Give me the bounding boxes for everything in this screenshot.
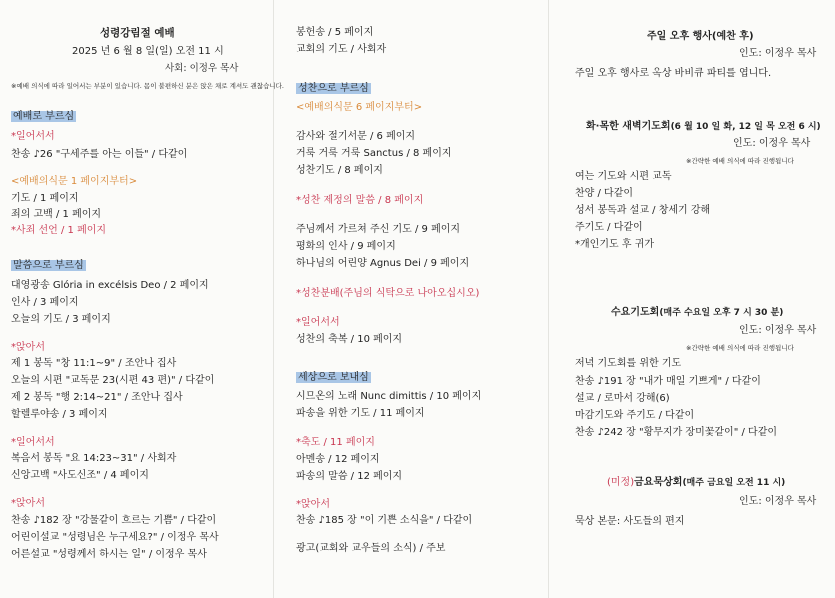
liturgy-reference: <예배의식문 6 페이지부터>	[296, 102, 423, 113]
presider: 사회: 이정우 목사	[165, 63, 239, 74]
order-item: 시므온의 노래 Nunc dimittis / 10 페이지	[296, 391, 482, 402]
order-item: 교회의 기도 / 사회자	[296, 44, 387, 55]
service-title: 성령강림절 예배	[100, 27, 175, 39]
order-item: 제 1 봉독 "창 11:1~9" / 조안나 집사	[11, 358, 177, 369]
event-leader: 인도: 이정우 목사	[733, 138, 811, 149]
liturgy-reference: <예배의식문 1 페이지부터>	[11, 176, 138, 187]
posture-note: *일어서서	[296, 317, 340, 328]
hymn-item: 찬송 ♪26 "구세주를 아는 이들" / 다같이	[11, 149, 188, 160]
afternoon-event-title: 주일 오후 행사(예찬 후)	[647, 31, 754, 42]
section-heading: 예배로 부르심	[13, 111, 75, 122]
order-item: 파송을 위한 기도 / 11 페이지	[296, 408, 425, 419]
posture-note: *앉아서	[296, 499, 330, 510]
wednesday-prayer-time: (매주 수요일 오후 7 시 30 분)	[659, 308, 784, 318]
friday-meditation-title: 금요묵상회	[634, 477, 683, 488]
posture-note: *일어서서	[11, 437, 55, 448]
posture-note: *앉아서	[11, 498, 45, 509]
order-item: 감사와 절기서문 / 6 페이지	[296, 131, 416, 142]
dawn-prayer-time: (6 월 10 일 화, 12 일 목 오전 6 시)	[670, 122, 821, 132]
order-item: 대영광송 Glória in excélsis Deo / 2 페이지	[11, 280, 209, 291]
order-item: 오늘의 기도 / 3 페이지	[11, 314, 111, 325]
order-item: 아멘송 / 12 페이지	[296, 454, 380, 465]
list-item: 찬송 ♪191 장 "내가 매일 기쁘게" / 다같이	[575, 376, 761, 387]
wednesday-prayer-title: 수요기도회	[611, 307, 660, 318]
section-heading: 말씀으로 부르심	[13, 260, 84, 271]
event-leader: 인도: 이정우 목사	[739, 325, 817, 336]
order-item: 신앙고백 "사도신조" / 4 페이지	[11, 470, 149, 481]
order-item: 성찬기도 / 8 페이지	[296, 165, 383, 176]
order-item: 평화의 인사 / 9 페이지	[296, 241, 396, 252]
hymn-item: 찬송 ♪182 장 "강물같이 흐르는 기쁨" / 다같이	[11, 515, 217, 526]
order-item: 제 2 봉독 "행 2:14~21" / 조안나 집사	[11, 392, 183, 403]
list-item: 마감기도와 주기도 / 다같이	[575, 410, 695, 421]
order-item: 하나님의 어린양 Agnus Dei / 9 페이지	[296, 258, 470, 269]
event-note: ※간략한 예배 의식에 따라 진행됩니다	[686, 157, 794, 165]
order-item: 어린이설교 "성령님은 누구세요?" / 이정우 목사	[11, 532, 219, 543]
list-item: 성서 봉독과 설교 / 창세기 강해	[575, 205, 711, 216]
posture-note: *일어서서	[11, 131, 55, 142]
list-item: 저녁 기도회를 위한 기도	[575, 358, 682, 369]
standing-notice: ※예배 의식에 따라 일어서는 부분이 있습니다. 몸이 불편하신 분은 앉은 채로 계셔도 괜찮습니다.	[11, 82, 284, 90]
order-item: 할렐루야송 / 3 페이지	[11, 409, 108, 420]
order-item: 오늘의 시편 "교독문 23(시편 43 편)" / 다같이	[11, 375, 215, 386]
friday-meditation-time: (매주 금요일 오전 11 시)	[682, 478, 786, 488]
order-item: 파송의 말씀 / 12 페이지	[296, 471, 403, 482]
order-item: 인사 / 3 페이지	[11, 297, 79, 308]
list-item: 설교 / 로마서 강해(6)	[575, 393, 670, 404]
order-item: 복음서 봉독 "요 14:23~31" / 사회자	[11, 453, 177, 464]
fold-line-right	[548, 0, 549, 598]
event-description: 주일 오후 행사로 옥상 바비큐 파티를 엽니다.	[575, 68, 772, 79]
list-item: 여는 기도와 시편 교독	[575, 171, 672, 182]
posture-note: *앉아서	[11, 342, 45, 353]
order-item: 기도 / 1 페이지	[11, 193, 79, 204]
list-item: 찬양 / 다같이	[575, 188, 634, 199]
list-item: *개인기도 후 귀가	[575, 239, 654, 250]
order-item: 성찬의 축복 / 10 페이지	[296, 334, 403, 345]
dawn-prayer-title: 화·목한 새벽기도회	[586, 121, 671, 132]
order-item: *축도 / 11 페이지	[296, 437, 375, 448]
order-item: 광고(교회와 교우들의 소식) / 주보	[296, 543, 446, 554]
order-item: 죄의 고백 / 1 페이지	[11, 209, 102, 220]
hymn-item: 찬송 ♪185 장 "이 기쁜 소식을" / 다같이	[296, 515, 473, 526]
section-heading: 세상으로 보내심	[298, 372, 369, 383]
order-item: 봉헌송 / 5 페이지	[296, 27, 374, 38]
order-item: 주님께서 가르쳐 주신 기도 / 9 페이지	[296, 224, 461, 235]
tentative-tag: (미정)	[607, 477, 635, 488]
order-item: 거룩 거룩 거룩 Sanctus / 8 페이지	[296, 148, 452, 159]
order-item: 어른설교 "성령께서 하시는 일" / 이정우 목사	[11, 549, 207, 560]
event-note: ※간략한 예배 의식에 따라 진행됩니다	[686, 344, 794, 352]
event-description: 묵상 본문: 사도들의 편지	[575, 516, 685, 527]
event-leader: 인도: 이정우 목사	[739, 496, 817, 507]
order-item: *성찬 제정의 말씀 / 8 페이지	[296, 195, 424, 206]
order-item: *성찬분배(주님의 식탁으로 나아오십시오)	[296, 288, 480, 299]
event-leader: 인도: 이정우 목사	[739, 48, 817, 59]
service-date: 2025 년 6 월 8 일(일) 오전 11 시	[72, 46, 224, 57]
list-item: 찬송 ♪242 장 "황무지가 장미꽃같이" / 다같이	[575, 427, 778, 438]
order-item: *사죄 선언 / 1 페이지	[11, 225, 107, 236]
list-item: 주기도 / 다같이	[575, 222, 643, 233]
section-heading: 성찬으로 부르심	[298, 83, 369, 94]
